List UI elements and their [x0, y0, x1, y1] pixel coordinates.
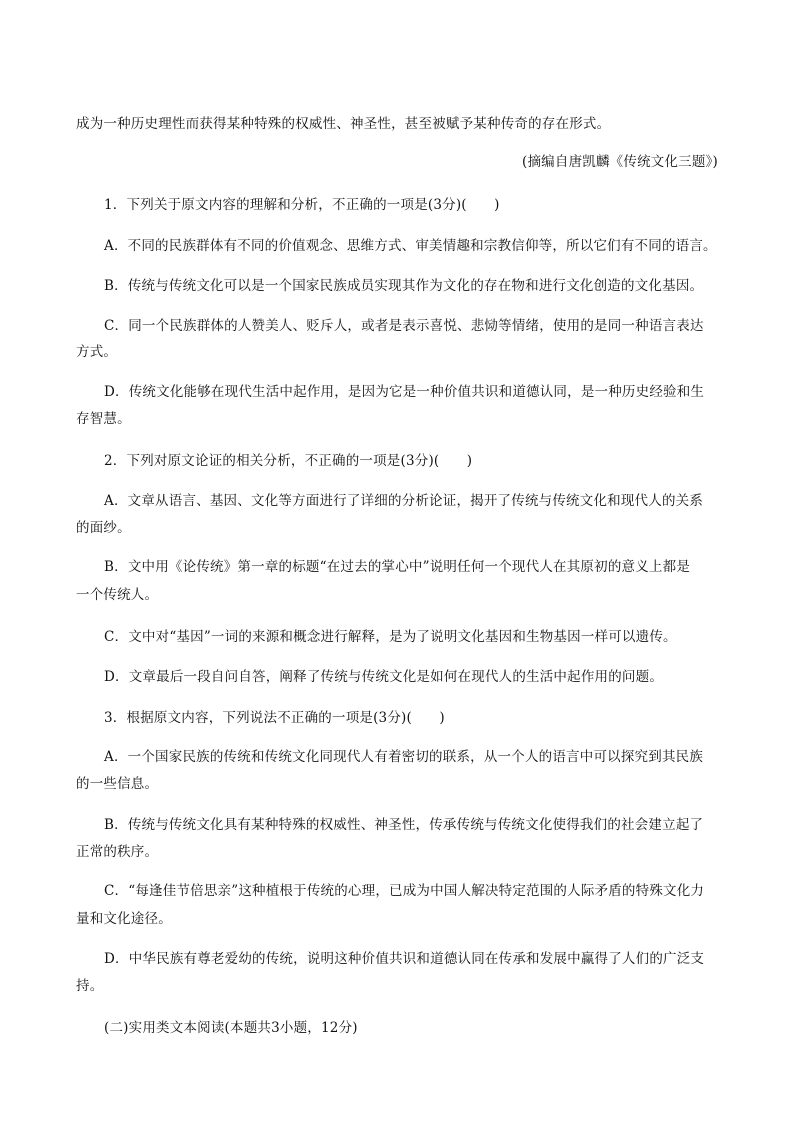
- question-1-option-c-line2: 方式。: [76, 344, 118, 360]
- question-2-option-a-line2: 的面纱。: [76, 520, 131, 536]
- question-1-option-d-line2: 存智慧。: [76, 411, 131, 427]
- question-3-option-c-line2: 量和文化途径。: [76, 911, 172, 927]
- question-3-option-d-line1: D．中华民族有尊老爱幼的传统，说明这种价值共识和道德认同在传承和发展中赢得了人们的广泛支: [104, 951, 705, 967]
- question-3-option-a-line2: 的一些信息。: [76, 776, 159, 792]
- question-1-option-b: B．传统与传统文化可以是一个国家民族成员实现其作为文化的存在物和进行文化创造的文化基因。: [104, 278, 704, 294]
- question-3-option-b-line1: B．传统与传统文化具有某种特殊的权威性、神圣性，传承传统与传统文化使得我们的社会建立起了: [104, 817, 704, 833]
- question-2-option-c: C．文中对“基因”一词的来源和概念进行解释，是为了说明文化基因和生物基因一样可以遗传。: [104, 629, 677, 645]
- question-2-stem: 2．下列对原文论证的相关分析，不正确的一项是(3分)( ): [104, 453, 473, 469]
- question-1-option-c-line1: C．同一个民族群体的人赞美人、贬斥人，或者是表示喜悦、悲恸等情绪，使用的是同一种语言表达: [104, 318, 704, 334]
- question-1-stem: 1．下列关于原文内容的理解和分析，不正确的一项是(3分)( ): [104, 197, 500, 213]
- question-2-option-b-line2: 一个传统人。: [76, 587, 159, 603]
- question-3-stem: 3．根据原文内容，下列说法不正确的一项是(3分)( ): [104, 710, 445, 726]
- question-3-option-c-line1: C．“每逢佳节倍思亲”这种植根于传统的心理，已成为中国人解决特定范围的人际矛盾的特殊文化力: [104, 883, 705, 899]
- question-1-option-d-line1: D．传统文化能够在现代生活中起作用，是因为它是一种价值共识和道德认同，是一种历史经验和生: [104, 384, 705, 400]
- source-citation: (摘编自唐凯麟《传统文化三题》): [522, 154, 718, 170]
- question-3-option-a-line1: A．一个国家民族的传统和传统文化同现代人有着密切的联系，从一个人的语言中可以探究到其民族: [104, 749, 704, 765]
- paragraph-intro-line: 成为一种历史理性而获得某种特殊的权威性、神圣性，甚至被赋予某种传奇的存在形式。: [76, 116, 611, 132]
- section-heading: (二)实用类文本阅读(本题共3小题，12分): [104, 1020, 358, 1036]
- question-1-option-a: A．不同的民族群体有不同的价值观念、思维方式、审美情趣和宗教信仰等，所以它们有不同的语言。: [104, 238, 717, 254]
- question-2-option-a-line1: A．文章从语言、基因、文化等方面进行了详细的分析论证，揭开了传统与传统文化和现代人的关系: [104, 493, 704, 509]
- question-2-option-d: D．文章最后一段自问自答，阐释了传统与传统文化是如何在现代人的生活中起作用的问题。: [104, 669, 664, 685]
- question-2-option-b-line1: B．文中用《论传统》第一章的标题“在过去的掌心中”说明任何一个现代人在其原初的意义上都是: [104, 559, 691, 575]
- question-3-option-b-line2: 正常的秩序。: [76, 844, 159, 860]
- question-3-option-d-line2: 持。: [76, 978, 104, 994]
